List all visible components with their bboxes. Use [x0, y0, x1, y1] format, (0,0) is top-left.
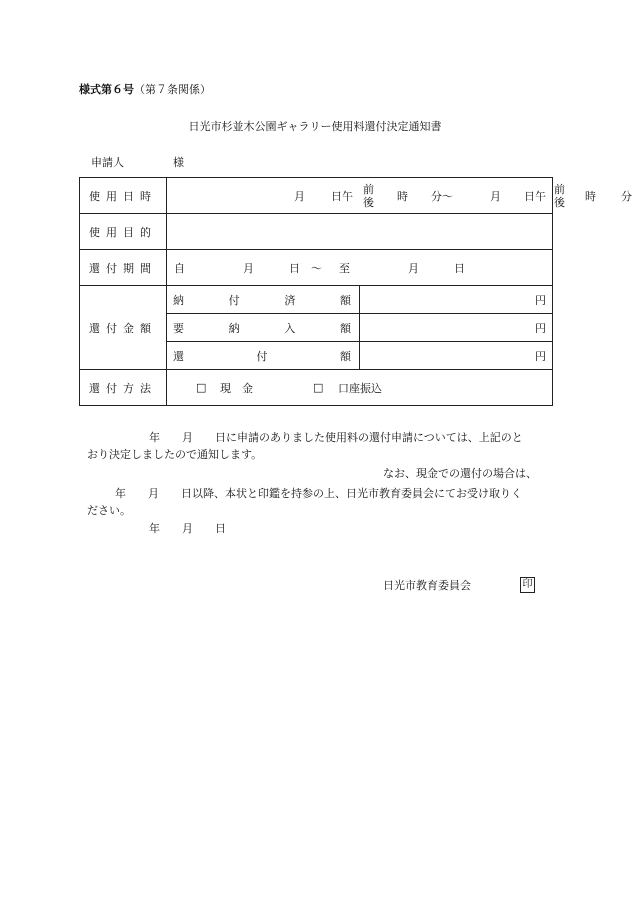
usage-start-month: 月	[294, 189, 305, 203]
period-to: 至	[339, 261, 350, 275]
usage-start-am: 前	[363, 182, 374, 196]
amount-required-char: 要	[173, 321, 184, 335]
usage-start-ampm	[363, 178, 374, 213]
notice-line-4: 年 月 日以降、本状と印鑑を持参の上、日光市教育委員会にてお受け取りく	[115, 487, 522, 500]
purpose-label: 使用目的	[80, 214, 167, 250]
usage-end-ampm	[554, 178, 565, 213]
amount-paid-char: 額	[339, 293, 351, 307]
amount-refund-char: 付	[256, 349, 268, 363]
seal-mark: 印	[520, 577, 535, 593]
method-label: 還付方法	[80, 370, 167, 406]
usage-datetime-field[interactable]	[167, 178, 632, 214]
refund-form-table	[79, 177, 632, 406]
period-from: 自	[174, 261, 185, 275]
amount-required-char: 入	[284, 321, 296, 335]
amount-required-label	[167, 314, 360, 342]
usage-end-pm: 後	[554, 195, 565, 209]
form-number-ref: （第７条関係）	[134, 83, 211, 96]
form-number-main: 様式第６号	[79, 83, 134, 96]
usage-start-minute: 分～	[431, 189, 453, 203]
usage-end-day-pm: 日午	[524, 189, 546, 203]
period-start-month: 月	[243, 261, 254, 275]
method-field	[167, 370, 553, 406]
method-row	[80, 370, 553, 406]
yen-unit: 円	[535, 321, 546, 335]
purpose-row	[80, 214, 553, 250]
usage-end-minute: 分	[621, 189, 632, 203]
issue-date: 年 月 日	[149, 522, 226, 535]
usage-start-day-pm: 日午	[331, 189, 353, 203]
purpose-field[interactable]	[167, 214, 553, 250]
usage-datetime-row	[80, 178, 553, 214]
amount-paid-label	[167, 286, 360, 314]
period-field[interactable]	[167, 250, 553, 286]
usage-datetime-label: 使用日時	[80, 178, 167, 214]
amount-required-field[interactable]	[360, 314, 553, 342]
notice-line-5: ださい。	[87, 504, 131, 517]
amount-refund-field[interactable]	[360, 342, 553, 370]
transfer-checkbox[interactable]: □	[313, 381, 324, 394]
amount-required-char: 納	[228, 321, 240, 335]
yen-unit: 円	[535, 349, 546, 363]
amount-paid-field[interactable]	[360, 286, 553, 314]
transfer-option-label: 口座振込	[338, 381, 382, 395]
applicant-label: 申請人	[91, 156, 124, 169]
yen-unit: 円	[535, 293, 546, 307]
amount-paid-char: 済	[284, 293, 296, 307]
amount-paid-char: 付	[228, 293, 240, 307]
notice-line-3: なお、現金での還付の場合は、	[383, 467, 537, 480]
amount-refund-label	[167, 342, 360, 370]
amount-row-paid	[80, 286, 553, 314]
amount-required-char: 額	[339, 321, 351, 335]
cash-option-label: 現 金	[220, 381, 253, 395]
usage-end-month: 月	[490, 189, 501, 203]
amount-refund-char: 額	[340, 349, 351, 363]
usage-end-am: 前	[554, 182, 565, 196]
usage-end-hour: 時	[585, 189, 596, 203]
period-row	[80, 250, 553, 286]
applicant-suffix: 様	[173, 156, 184, 169]
amount-label: 還付金額	[80, 286, 167, 370]
period-start-day: 日 ～	[289, 261, 322, 275]
amount-paid-char: 納	[173, 293, 184, 307]
usage-start-pm: 後	[363, 195, 374, 209]
notice-line-2: おり決定しましたので通知します。	[87, 448, 263, 461]
form-number	[79, 81, 211, 97]
period-end-month: 月	[408, 261, 419, 275]
notice-line-1: 年 月 日に申請のありました使用料の還付申請については、上記のと	[149, 431, 523, 444]
usage-start-hour: 時	[397, 189, 408, 203]
issuer-name: 日光市教育委員会	[383, 579, 471, 592]
period-label: 還付期間	[80, 250, 167, 286]
amount-refund-char: 還	[173, 349, 184, 363]
document-title: 日光市杉並木公園ギャラリー使用料還付決定通知書	[188, 120, 442, 133]
cash-checkbox[interactable]: □	[196, 381, 207, 394]
period-end-day: 日	[454, 261, 465, 275]
